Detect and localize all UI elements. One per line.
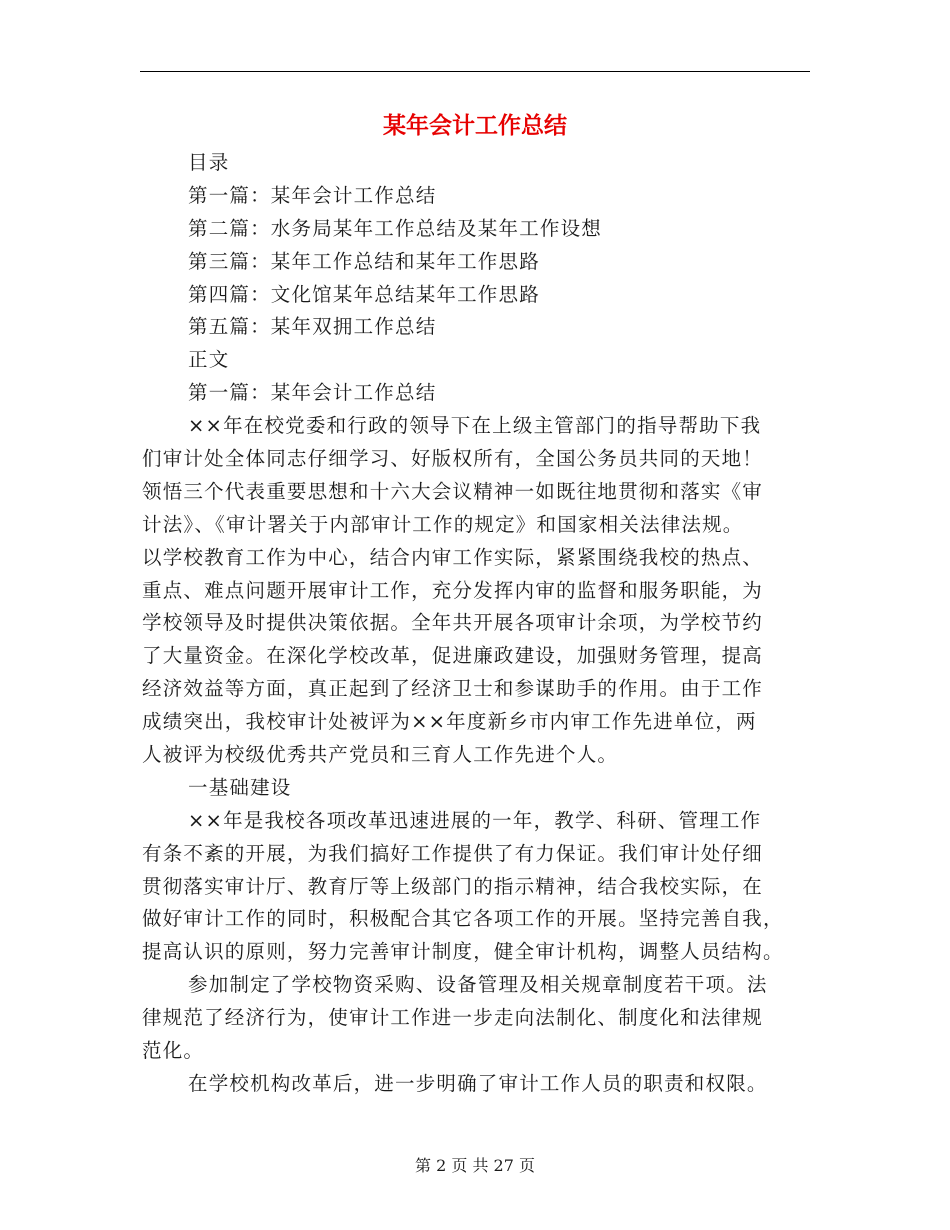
paragraph-line: 第一篇：某年会计工作总结 bbox=[188, 183, 437, 207]
paragraph-line: 成绩突出，我校审计处被评为××年度新乡市内审工作先进单位，两 bbox=[142, 710, 757, 734]
document-body bbox=[142, 147, 808, 1101]
paragraph-line: 正文 bbox=[188, 348, 230, 372]
paragraph-line: 人被评为校级优秀共产党员和三育人工作先进个人。 bbox=[142, 743, 619, 767]
paragraph-line: 提高认识的原则，努力完善审计制度，健全审计机构，调整人员结构。 bbox=[142, 940, 784, 964]
paragraph-line: 领悟三个代表重要思想和十六大会议精神一如既往地贯彻和落实《审 bbox=[142, 479, 764, 503]
paragraph-line: 目录 bbox=[188, 151, 230, 174]
paragraph-line: ××年在校党委和行政的领导下在上级主管部门的指导帮助下我 bbox=[188, 414, 762, 438]
paragraph-line: 一基础建设 bbox=[188, 775, 292, 799]
paragraph-line: 重点、难点问题开展审计工作，充分发挥内审的监督和服务职能，为 bbox=[142, 578, 764, 602]
paragraph-line: 参加制定了学校物资采购、设备管理及相关规章制度若干项。法 bbox=[188, 973, 768, 997]
paragraph-line: 以学校教育工作为中心，结合内审工作实际，紧紧围绕我校的热点、 bbox=[142, 545, 764, 569]
paragraph-line: 学校领导及时提供决策依据。全年共开展各项审计余项，为学校节约 bbox=[142, 611, 764, 635]
document-title: 某年会计工作总结 bbox=[383, 113, 567, 139]
paragraph-line: 第二篇：水务局某年工作总结及某年工作设想 bbox=[188, 216, 603, 240]
page-number-footer: 第 2 页 共 27 页 bbox=[415, 1156, 535, 1175]
paragraph-line: 范化。 bbox=[142, 1039, 205, 1063]
paragraph-line: ××年是我校各项改革迅速进展的一年，教学、科研、管理工作 bbox=[188, 808, 762, 832]
paragraph-line: 第三篇：某年工作总结和某年工作思路 bbox=[188, 249, 540, 273]
paragraph-line: 律规范了经济行为，使审计工作进一步走向法制化、制度化和法律规 bbox=[142, 1006, 764, 1030]
paragraph-line: 第四篇：文化馆某年总结某年工作思路 bbox=[188, 282, 540, 306]
paragraph-line: 了大量资金。在深化学校改革，促进廉政建设，加强财务管理，提高 bbox=[142, 644, 764, 668]
paragraph-line: 贯彻落实审计厅、教育厅等上级部门的指示精神，结合我校实际，在 bbox=[142, 874, 764, 898]
paragraph-line: 计法》、《审计署关于内部审计工作的规定》和国家相关法律法规。 bbox=[142, 512, 744, 536]
paragraph-line: 们审计处全体同志仔细学习、好版权所有，全国公务员共同的天地！ bbox=[142, 447, 764, 471]
paragraph-line: 有条不紊的开展，为我们搞好工作提供了有力保证。我们审计处仔细 bbox=[142, 841, 764, 865]
header-rule bbox=[140, 71, 810, 72]
paragraph-line: 第一篇：某年会计工作总结 bbox=[188, 381, 437, 405]
paragraph-line: 在学校机构改革后，进一步明确了审计工作人员的职责和权限。 bbox=[188, 1071, 768, 1095]
paragraph-line: 经济效益等方面，真正起到了经济卫士和参谋助手的作用。由于工作 bbox=[142, 677, 764, 701]
paragraph-line: 做好审计工作的同时，积极配合其它各项工作的开展。坚持完善自我， bbox=[142, 907, 784, 931]
paragraph-line: 第五篇：某年双拥工作总结 bbox=[188, 315, 437, 339]
